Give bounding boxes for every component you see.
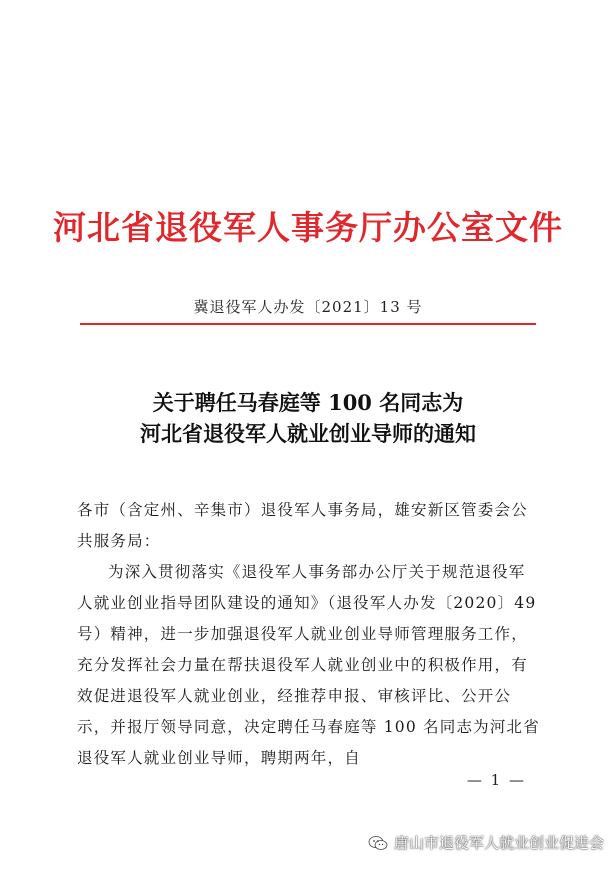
document-number: 冀退役军人办发〔2021〕13 号 (193, 298, 423, 316)
wechat-icon (368, 835, 388, 851)
body-paragraph: 为深入贯彻落实《退役军人事务部办公厅关于规范退役军人就业创业指导团队建设的通知》（退役军人办发〔2020〕49 号）精神，进一步加强退役军人就业创业导师管理服务工作，充分发挥社会力量在帮扶退役军人就业创业中的积极作用，有效促进退役军人就业创业，经推荐申报、审核评比、公开公示，并报厅领导同意，决定聘任马春庭等 100 名同志为河北省退役军人就业创业导师，聘期两年，自 (77, 563, 540, 767)
page-number: — 1 — (466, 771, 526, 789)
watermark (368, 832, 604, 853)
red-divider (80, 323, 536, 325)
document-body (77, 495, 541, 774)
document-title-line-2: 河北省退役军人就业创业导师的通知 (140, 421, 476, 446)
watermark-text: 唐山市退役军人就业创业促进会 (393, 834, 604, 852)
document-title-line-1: 关于聘任马春庭等 100 名同志为 (152, 390, 464, 415)
recipients-paragraph: 各市（含定州、辛集市）退役军人事务局，雄安新区管委会公共服务局： (77, 501, 528, 550)
document-title (0, 387, 616, 449)
document-header-title: 河北省退役军人事务厅办公室文件 (53, 208, 563, 247)
